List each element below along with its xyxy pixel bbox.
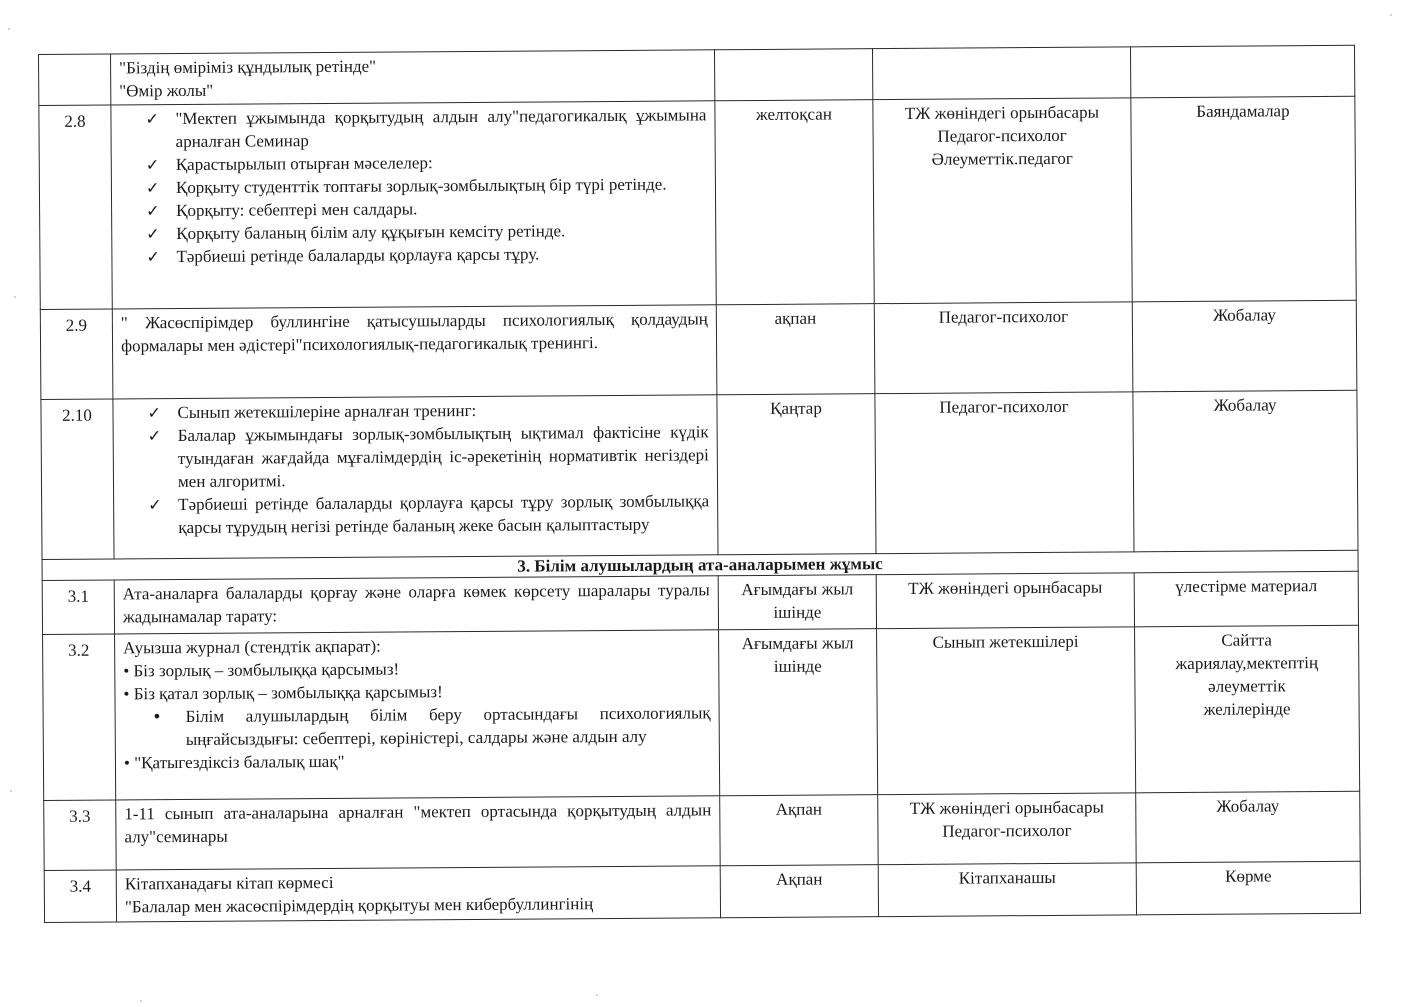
row-responsible <box>876 573 1134 629</box>
table-row <box>40 300 1357 399</box>
row-content <box>112 305 717 399</box>
content-line: "Балалар мен жасөспірімдердің қорқытуы мен кибербуллингінің <box>124 894 594 917</box>
row-time: Қаңтар <box>717 394 876 555</box>
row-number <box>39 54 111 106</box>
bullet-item: ● Білім алушылардың білім беру ортасындағы психологиялық ыңғайсыздығы: себептері, көріністері, салдары және алдын алу <box>124 701 711 751</box>
checklist-item: ✓ Балалар ұжымындағы зорлық-зомбылықтың ықтимал фактісіне күдік туындаған жағдайда мұғалімдердің іс-әрекетінің нормативтік негіздері мен алгоритмі. <box>122 420 709 493</box>
row-result <box>1136 861 1360 915</box>
row-content <box>111 101 716 309</box>
checklist-item: ✓ Тәрбиеші ретінде балаларды қорлауға қарсы тұру. <box>120 241 707 268</box>
bullet-item: • "Қатыгездіксіз балалық шақ" <box>123 751 345 773</box>
row-responsible <box>874 302 1133 394</box>
row-content <box>114 576 718 634</box>
responsible-line: Педагог-психолог <box>939 396 1069 417</box>
row-content <box>111 50 715 105</box>
result-line: Көрме <box>1224 866 1272 886</box>
row-responsible <box>878 863 1136 917</box>
section-title: 3. Білім алушылардың ата-аналарымен жұмыс <box>42 550 1358 580</box>
row-content <box>115 630 720 800</box>
checklist-item: ✓ Тәрбиеші ретінде балаларды қорлауға қарсы тұру зорлық зомбылыққа қарсы тұрудың негізі ретінде баланың жеке басын қалыптастыру <box>122 489 709 539</box>
row-result <box>1136 791 1360 863</box>
result-line: Баяндамалар <box>1196 101 1290 121</box>
row-time: ақпан <box>716 304 875 395</box>
checklist-item: ✓ Қорқыту: себептері мен салдары. <box>120 195 707 222</box>
content-line: Ата-аналарға балаларды қорғау және оларға көмек көрсету шаралары туралы жадынамалар тарату: <box>122 580 710 627</box>
row-content <box>116 796 720 870</box>
checklist-item: ✓ Қорқыту студенттік топтағы зорлық-зомбылықтың бір түрі ретінде. <box>120 172 707 199</box>
scan-speck <box>14 296 16 298</box>
row-number: 3.1 <box>42 580 114 635</box>
row-time: желтоқсан <box>715 100 874 305</box>
row-result <box>1134 571 1358 627</box>
row-number: 2.10 <box>41 399 114 559</box>
row-number: 3.2 <box>43 634 116 800</box>
responsible-line: Сынып жетекшілері <box>932 631 1079 652</box>
result-line: желілерінде <box>1203 699 1291 719</box>
table-row <box>41 390 1358 559</box>
row-result <box>1132 300 1357 392</box>
result-line: Жобалау <box>1212 305 1276 325</box>
row-result <box>1135 625 1360 793</box>
row-responsible <box>877 627 1136 795</box>
checklist-item: ✓ "Мектеп ұжымында қорқытудың алдын алу"педагогикалық ұжымына арналған Семинар <box>119 103 706 153</box>
row-result <box>1133 390 1358 552</box>
responsible-line: Педагог-психолог <box>937 125 1067 146</box>
content-line: Кітапханадағы кітап көрмесі <box>124 872 334 894</box>
row-time: Ағымдағы жыл ішінде <box>718 575 876 630</box>
row-responsible <box>875 392 1134 554</box>
row-content <box>113 395 718 559</box>
table-row <box>44 861 1360 922</box>
row-time: Ақпан <box>720 865 878 918</box>
content-line: " Жасөспірімдер буллингіне қатысушыларды психологиялық қолдаудың формалары мен әдістері"психологиялық-педагогикалық тренингі. <box>120 309 708 356</box>
row-number: 3.3 <box>44 800 116 871</box>
result-line: үлестірме материал <box>1175 576 1318 597</box>
responsible-line: Педагог-психолог <box>942 820 1072 841</box>
table-row <box>43 625 1360 800</box>
result-line: әлеуметтік <box>1208 676 1286 696</box>
result-line: Жобалау <box>1216 796 1280 816</box>
responsible-line: Кітапханашы <box>958 867 1056 888</box>
responsible-line: ТЖ жөніндегі орынбасары <box>909 797 1104 818</box>
responsible-line: Әлеуметтік.педагог <box>931 148 1073 169</box>
row-responsible <box>872 47 1130 100</box>
responsible-line: ТЖ жөніндегі орынбасары <box>908 577 1103 598</box>
row-responsible <box>878 793 1136 865</box>
row-time: Ақпан <box>720 795 878 866</box>
checklist-item: ✓ Қарастырылып отырған мәселелер: <box>120 149 707 176</box>
responsible-line: ТЖ жөніндегі орынбасары <box>904 102 1100 123</box>
row-responsible <box>873 98 1132 304</box>
scan-speck <box>10 790 12 792</box>
checklist-item: ✓ Сынып жетекшілеріне арналған тренинг: <box>121 397 708 424</box>
plan-table-sheet <box>38 45 1360 923</box>
row-number: 2.9 <box>40 309 113 400</box>
row-number: 3.4 <box>44 870 116 923</box>
responsible-line: Педагог-психолог <box>938 306 1069 327</box>
bullet-item: • Біз қатал зорлық – зомбылыққа қарсымыз! <box>123 682 443 704</box>
bullet-item: • Біз зорлық – зомбылыққа қарсымыз! <box>123 659 400 681</box>
checklist-item: ✓ Қорқыту баланың білім алу құқығын кемсіту ретінде. <box>120 218 707 245</box>
row-content <box>116 866 720 922</box>
plan-table <box>38 45 1361 923</box>
scan-speck <box>8 28 10 30</box>
scan-speck <box>140 1000 142 1002</box>
table-row <box>39 96 1356 309</box>
content-line: Ауызша журнал (стендтік ақпарат): <box>123 636 381 658</box>
scan-speck <box>596 994 598 996</box>
table-row <box>39 45 1355 105</box>
content-line: 1-11 сынып ата-аналарына арналған "мектеп ортасында қорқытудың алдын алу"семинары <box>124 800 712 847</box>
result-line: жариялау,мектептің <box>1175 653 1319 674</box>
content-line: "Өмір жолы" <box>119 80 214 101</box>
scan-speck <box>1390 14 1392 16</box>
table-row <box>42 571 1358 634</box>
table-row <box>44 791 1360 870</box>
result-line: Жобалау <box>1213 395 1277 415</box>
result-line: Сайтта <box>1221 630 1272 650</box>
row-number: 2.8 <box>39 105 112 309</box>
content-line: "Біздің өміріміз құндылық ретінде" <box>119 56 377 78</box>
row-time <box>714 49 872 101</box>
row-result <box>1131 96 1356 302</box>
row-result <box>1130 45 1354 98</box>
row-time: Ағымдағы жыл ішінде <box>719 629 878 796</box>
